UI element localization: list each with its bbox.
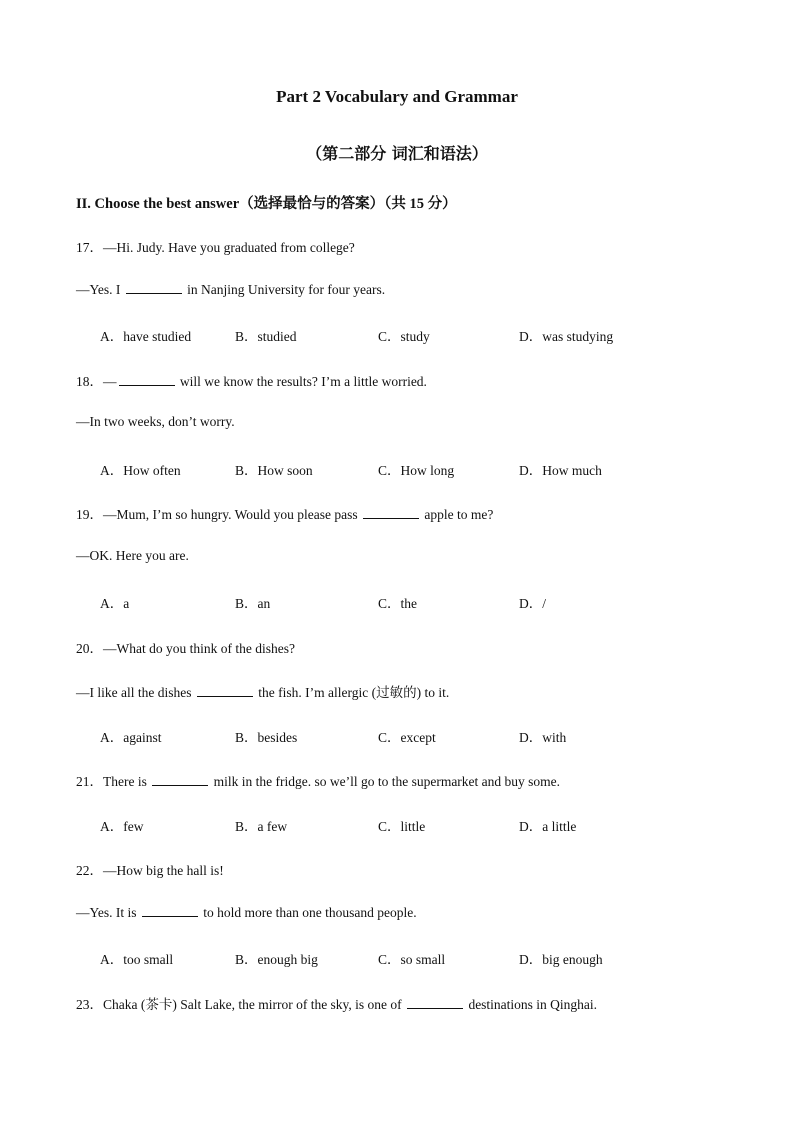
question-line [76,236,355,256]
answer-blank [126,281,182,294]
option-d[interactable]: D．/ [519,596,546,611]
question-text: 22．—How big the hall is! [76,863,224,878]
page-title: Part 2 Vocabulary and Grammar [276,87,518,106]
option-b[interactable]: B．How soon [235,463,313,478]
question-text: destinations in Qinghai. [465,997,598,1012]
option-a[interactable]: A．a [100,596,130,611]
question-text: 23．Chaka (茶卡) Salt Lake, the mirror of the sky, is one of [76,997,406,1012]
question-text: in Nanjing University for four years. [183,282,386,297]
option-c[interactable]: C．so small [378,952,446,967]
question-text: —I like all the dishes [76,685,195,700]
question-line [76,414,235,430]
question-text: 18．— [76,374,117,389]
question-line [76,993,597,1013]
option-d[interactable]: D．a little [519,819,577,834]
option-c[interactable]: C．How long [378,463,455,478]
question-text: —In two weeks, don’t worry. [76,414,235,429]
option-d[interactable]: D．was studying [519,329,614,344]
question-line [76,859,224,879]
question-text: 20．—What do you think of the dishes? [76,641,295,656]
option-c[interactable]: C．the [378,596,417,611]
option-a[interactable]: A．How often [100,463,181,478]
option-a[interactable]: A．against [100,730,162,745]
question-line [76,370,427,390]
question-text: 17．—Hi. Judy. Have you graduated from college? [76,240,355,255]
question-text: —OK. Here you are. [76,548,189,563]
question-line [76,281,385,298]
question-text: 19．—Mum, I’m so hungry. Would you please pass [76,507,362,522]
option-a[interactable]: A．too small [100,952,174,967]
option-c[interactable]: C．little [378,819,426,834]
option-d[interactable]: D．big enough [519,952,603,967]
option-d[interactable]: D．How much [519,463,602,478]
option-b[interactable]: B．studied [235,329,297,344]
page-subtitle: （第二部分 词汇和语法） [306,144,488,163]
question-text: the fish. I’m allergic (过敏的) to it. [254,685,450,700]
question-text: milk in the fridge. so we’ll go to the supermarket and buy some. [210,774,561,789]
option-c[interactable]: C．except [378,730,436,745]
answer-blank [363,506,419,519]
question-text: apple to me? [421,507,494,522]
option-c[interactable]: C．study [378,329,430,344]
option-a[interactable]: A．few [100,819,144,834]
option-b[interactable]: B．an [235,596,271,611]
question-line [76,770,560,790]
question-text: to hold more than one thousand people. [199,905,417,920]
question-text: —Yes. It is [76,905,140,920]
answer-blank [407,996,463,1009]
question-line [76,681,449,701]
question-line [76,548,189,564]
option-a[interactable]: A．have studied [100,329,192,344]
answer-blank [197,684,253,697]
answer-blank [142,904,198,917]
option-b[interactable]: B．a few [235,819,288,834]
answer-blank [119,373,175,386]
section-heading: II. Choose the best answer（选择最恰与的答案）（共 15 分） [76,196,457,212]
question-line [76,904,417,921]
option-d[interactable]: D．with [519,730,567,745]
question-line [76,637,295,657]
question-text: will we know the results? I’m a little worried. [176,374,427,389]
question-text: —Yes. I [76,282,124,297]
question-text: 21．There is [76,774,151,789]
option-b[interactable]: B．enough big [235,952,318,967]
answer-blank [152,773,208,786]
question-line [76,503,493,523]
option-b[interactable]: B．besides [235,730,298,745]
